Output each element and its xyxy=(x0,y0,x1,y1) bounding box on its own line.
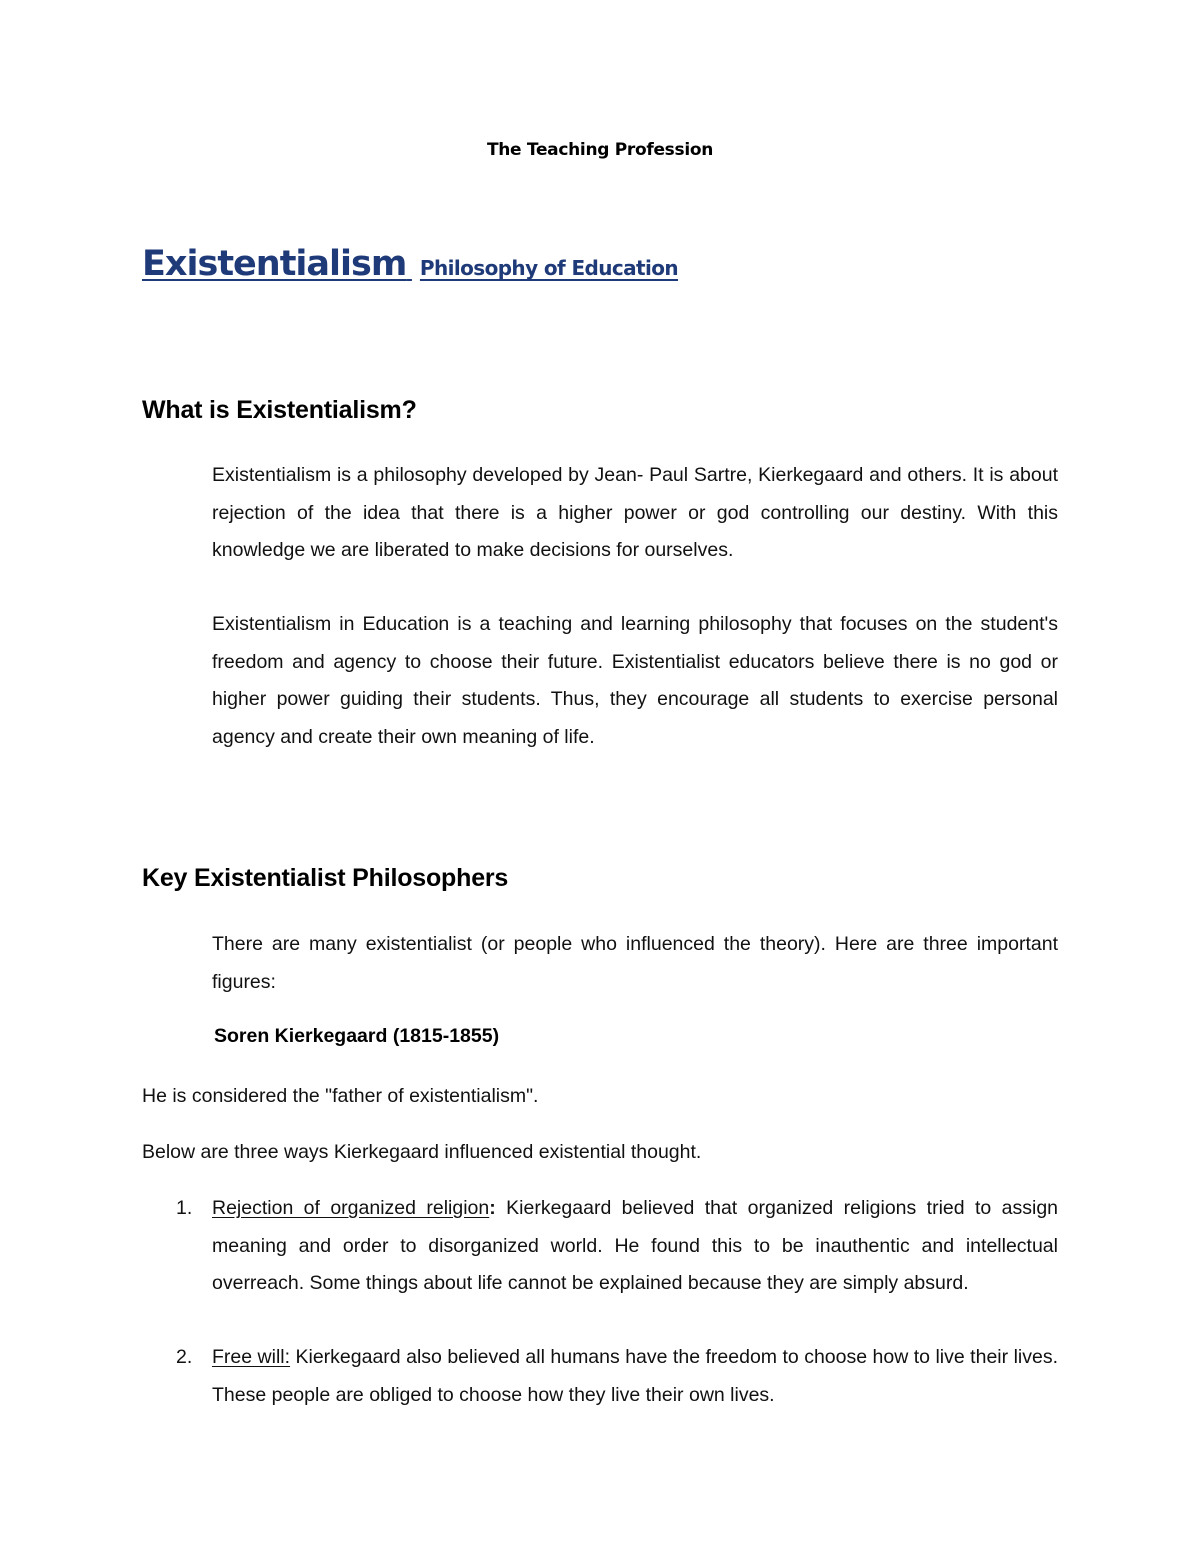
section-heading-what-is: What is Existentialism? xyxy=(142,396,417,424)
list-item-1 xyxy=(176,1190,1058,1303)
list-item-2 xyxy=(176,1339,1058,1414)
title-main: Existentialism xyxy=(142,244,407,284)
paragraph-definition: Existentialism is a philosophy developed by Jean- Paul Sartre, Kierkegaard and others. It is about rejection of the idea that there is a higher power or god controlling our destiny. With this knowledge we are liberated to make decisions for ourselves. xyxy=(212,464,1058,561)
list-item-body xyxy=(212,1339,1058,1414)
list-item-term: Rejection of organized religion xyxy=(212,1197,490,1219)
list-item-body xyxy=(212,1190,1058,1303)
paragraph-father: He is considered the "father of existentialism". xyxy=(142,1085,539,1107)
list-item-text: Kierkegaard also believed all humans have the freedom to choose how to live their lives. These people are obliged to choose how they live their own lives. xyxy=(212,1346,1058,1406)
list-number: 1. xyxy=(176,1197,193,1219)
title-subtitle: Philosophy of Education xyxy=(419,256,679,280)
list-item-colon: : xyxy=(489,1197,496,1219)
paragraph-intro: There are many existentialist (or people who influenced the theory). Here are three important figures: xyxy=(212,933,1058,993)
philosopher-name: Soren Kierkegaard (1815-1855) xyxy=(214,1025,500,1047)
list-number: 2. xyxy=(176,1346,193,1368)
list-item-term: Free will: xyxy=(212,1346,291,1368)
paragraph-education: Existentialism in Education is a teaching and learning philosophy that focuses on the student's freedom and agency to choose their future. Existentialist educators believe there is no god or higher power guiding their students. Thus, they encourage all students to exercise personal agency and create their own meaning of life. xyxy=(212,613,1058,748)
paragraph-three-ways: Below are three ways Kierkegaard influenced existential thought. xyxy=(142,1141,702,1163)
document-title xyxy=(142,244,678,284)
document-header: The Teaching Profession xyxy=(486,140,714,160)
list-item-text: Kierkegaard believed that organized religions tried to assign meaning and order to disorganized world. He found this to be inauthentic and intellectual overreach. Some things about life cannot be explained because they are simply absurd. xyxy=(212,1197,1059,1294)
section-heading-philosophers: Key Existentialist Philosophers xyxy=(142,864,509,892)
